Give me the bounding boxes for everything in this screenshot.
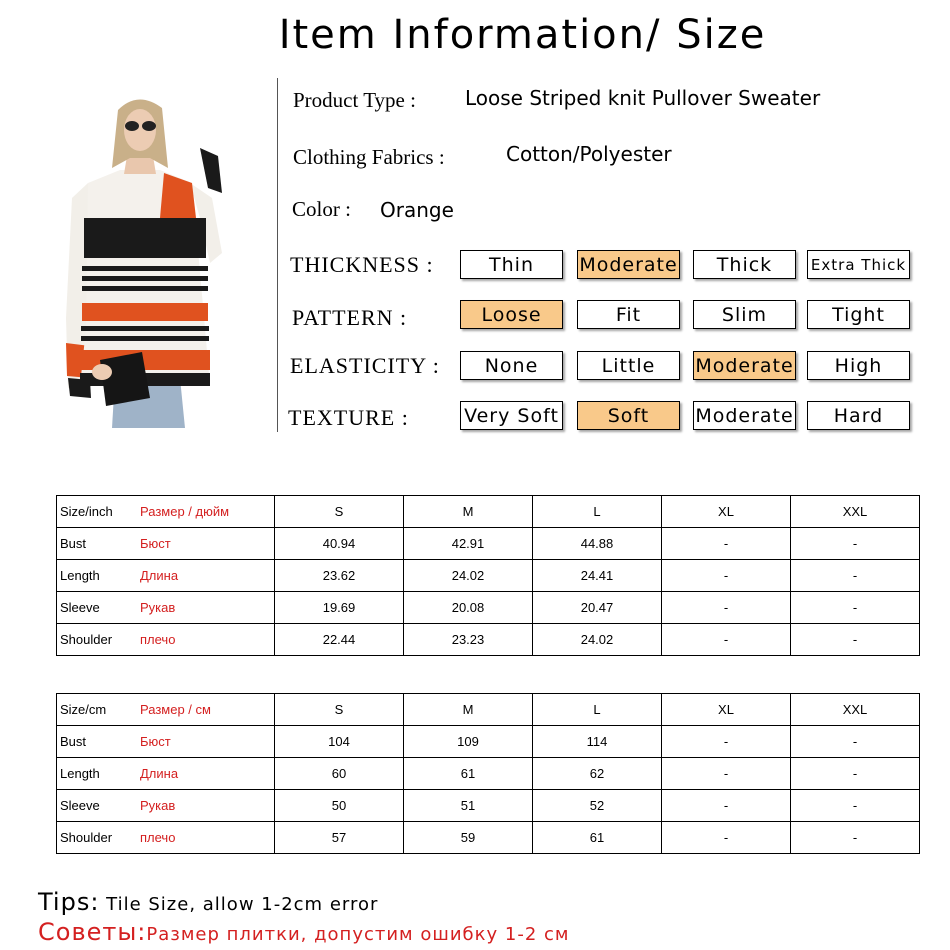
row-label-ru: Длина [140,766,179,781]
table-cell: 22.44 [275,624,404,656]
color-value: Orange [380,198,454,222]
pattern-option-loose: Loose [460,300,563,329]
table-cell: 61 [404,758,533,790]
table-cell: 57 [275,822,404,854]
row-label-ru: плечо [140,830,176,845]
thickness-option-thin: Thin [460,250,563,279]
pattern-option-slim: Slim [693,300,796,329]
elasticity-option-none: None [460,351,563,380]
table-cell: 42.91 [404,528,533,560]
table-cell: - [662,758,791,790]
row-label-en: Sleeve [60,798,100,813]
table-cell: - [791,822,920,854]
table-cell: 60 [275,758,404,790]
row-label-ru: Рукав [140,798,176,813]
table-cell: 24.02 [404,560,533,592]
row-label-en: Length [60,568,100,583]
header-en: Size/cm [60,702,107,717]
table-cell: 23.23 [404,624,533,656]
elasticity-option-little: Little [577,351,680,380]
row-label-ru: Рукав [140,600,176,615]
table-row [57,758,920,790]
table-cell: 24.02 [533,624,662,656]
table-cell: - [791,624,920,656]
row-label-en: Sleeve [60,600,100,615]
table-cell: - [791,528,920,560]
elasticity-label: ELASTICITY : [290,353,440,378]
texture-label: TEXTURE : [288,405,409,430]
size-s: S [275,496,404,528]
pattern-option-fit: Fit [577,300,680,329]
header-ru: Размер / дюйм [140,504,230,519]
table-cell: 109 [404,726,533,758]
texture-option-hard: Hard [807,401,910,430]
thickness-label: THICKNESS : [290,252,434,277]
tips-russian [38,918,570,946]
row-label-en: Shoulder [60,632,113,647]
table-cell: 20.47 [533,592,662,624]
thickness-option-extra-thick: Extra Thick [807,250,910,279]
table-cell: 52 [533,790,662,822]
size-s: S [275,694,404,726]
table-row [57,624,920,656]
table-row [57,726,920,758]
table-cell: - [662,592,791,624]
table-row [57,790,920,822]
row-label-ru: плечо [140,632,176,647]
size-xxl: XXL [791,496,920,528]
size-l: L [533,694,662,726]
color-label: Color : [292,197,351,221]
table-cell: - [662,624,791,656]
texture-option-moderate: Moderate [693,401,796,430]
product-type-label: Product Type : [293,88,416,112]
size-xl: XL [662,694,791,726]
table-cell: 51 [404,790,533,822]
row-label-ru: Бюст [140,536,171,551]
table-cell: 23.62 [275,560,404,592]
row-label-en: Shoulder [60,830,113,845]
table-cell: 59 [404,822,533,854]
fabrics-label: Clothing Fabrics : [293,145,445,169]
thickness-option-thick: Thick [693,250,796,279]
table-cell: - [791,592,920,624]
row-label-ru: Длина [140,568,179,583]
row-label-en: Bust [60,734,87,749]
tips-heading: Tips: [38,888,100,916]
elasticity-option-moderate: Moderate [693,351,796,380]
elasticity-option-high: High [807,351,910,380]
table-header-row [57,694,920,726]
table-row [57,528,920,560]
table-cell: 19.69 [275,592,404,624]
table-header-cell [57,694,275,726]
size-table-cm [56,693,920,854]
tips-heading-ru: Советы: [38,918,147,946]
size-l: L [533,496,662,528]
table-cell: 44.88 [533,528,662,560]
size-table-inch [56,495,920,656]
table-header-row [57,496,920,528]
table-cell: - [791,726,920,758]
table-cell: 24.41 [533,560,662,592]
header-en: Size/inch [60,504,113,519]
table-cell: 114 [533,726,662,758]
size-xl: XL [662,496,791,528]
thickness-option-moderate: Moderate [577,250,680,279]
table-cell: - [662,822,791,854]
table-row [57,822,920,854]
table-cell: 62 [533,758,662,790]
size-m: M [404,694,533,726]
table-cell: - [662,726,791,758]
tips-text: Tile Size, allow 1-2cm error [99,894,379,915]
texture-option-soft: Soft [577,401,680,430]
header-ru: Размер / см [140,702,211,717]
table-cell: - [662,560,791,592]
product-photo [60,88,230,428]
texture-option-very-soft: Very Soft [460,401,563,430]
table-cell: - [791,758,920,790]
row-label-en: Bust [60,536,87,551]
pattern-option-tight: Tight [807,300,910,329]
page-title: Item Information/ Size [278,12,767,58]
pattern-label: PATTERN : [292,305,408,330]
table-cell: 61 [533,822,662,854]
size-m: M [404,496,533,528]
table-header-cell [57,496,275,528]
product-type-value: Loose Striped knit Pullover Sweater [465,86,821,110]
table-cell: - [662,790,791,822]
table-cell: 50 [275,790,404,822]
row-label-en: Length [60,766,100,781]
tips-text-ru: Размер плитки, допустим ошибку 1-2 см [146,924,570,945]
fabrics-value: Cotton/Polyester [506,142,672,166]
table-cell: - [791,560,920,592]
table-row [57,560,920,592]
table-row [57,592,920,624]
table-cell: - [662,528,791,560]
table-cell: 20.08 [404,592,533,624]
row-label-ru: Бюст [140,734,171,749]
divider-line [277,78,278,432]
table-cell: 40.94 [275,528,404,560]
table-cell: 104 [275,726,404,758]
table-cell: - [791,790,920,822]
tips-english [38,888,378,916]
size-xxl: XXL [791,694,920,726]
